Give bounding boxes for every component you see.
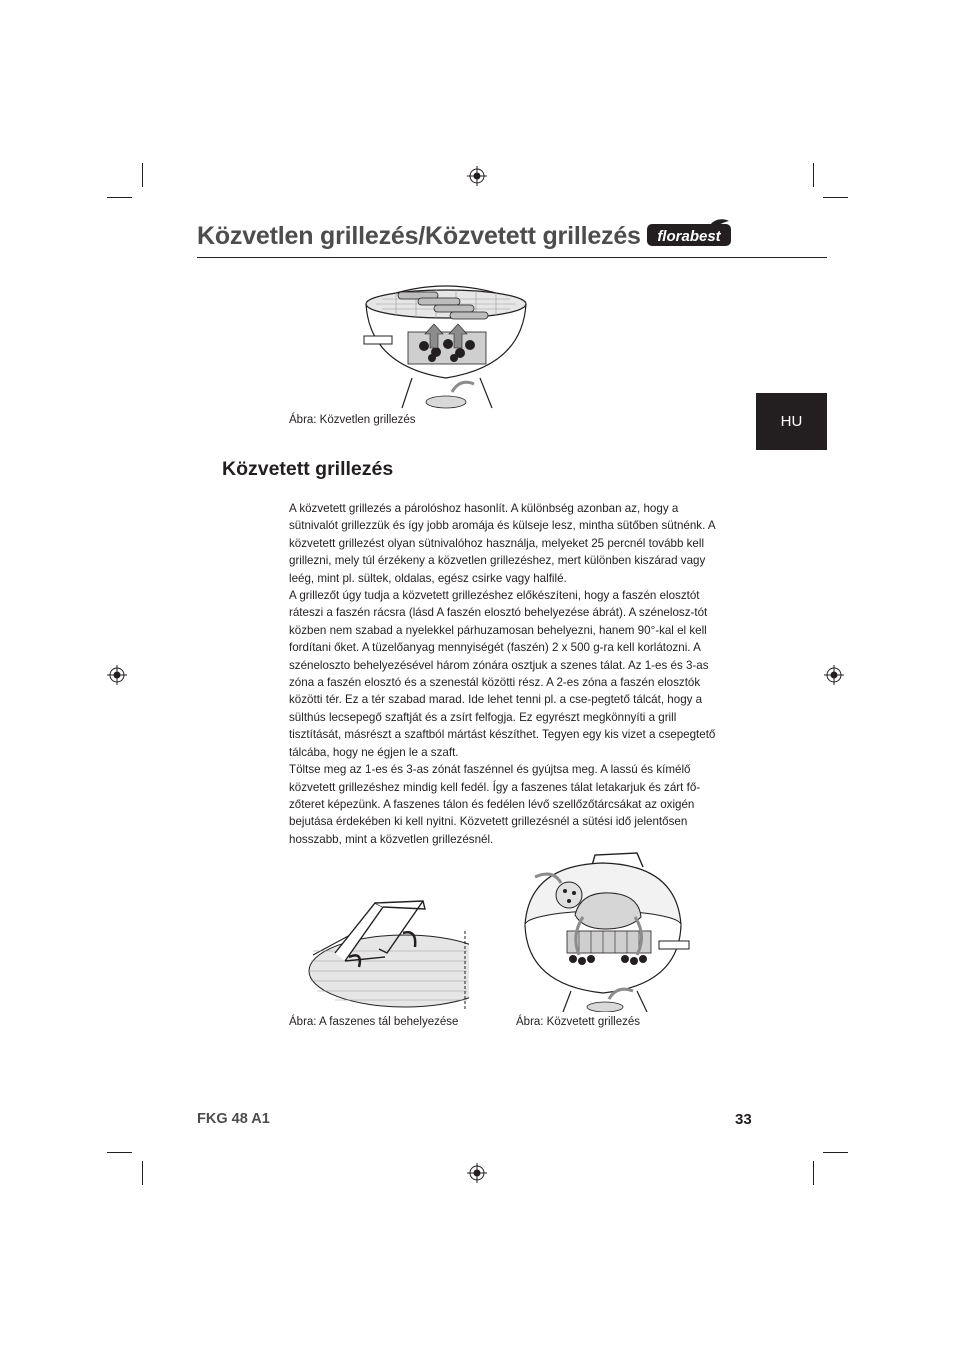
arrow-icon: [452, 382, 474, 392]
direct-grilling-illustration: [362, 274, 530, 410]
crop-mark-icon: [142, 1161, 143, 1185]
indirect-grilling-caption: Ábra: Közvetett grillezés: [516, 1016, 641, 1028]
brand-logo: [646, 219, 732, 249]
header-rule: [197, 257, 827, 258]
page-number: 33: [735, 1111, 752, 1128]
crop-mark-icon: [823, 1152, 848, 1153]
model-number: FKG 48 A1: [197, 1111, 270, 1127]
crop-mark-icon: [813, 163, 814, 187]
section-body: [289, 500, 729, 848]
registration-mark-icon: [107, 665, 127, 685]
registration-mark-icon: [467, 1163, 487, 1183]
crop-mark-icon: [142, 163, 143, 187]
crop-mark-icon: [823, 197, 848, 198]
crop-mark-icon: [813, 1161, 814, 1185]
coal-tray-illustration: [305, 895, 469, 1010]
crop-mark-icon: [107, 197, 132, 198]
section-heading: Közvetett grillezés: [222, 458, 394, 480]
indirect-grilling-illustration: [519, 851, 692, 1012]
registration-mark-icon: [467, 166, 487, 186]
brand-logo-text: florabest: [657, 228, 721, 245]
paragraph: A grillezőt úgy tudja a közvetett grillezéshez előkészíteni, hogy a faszén elosztót ráteszi a faszén rácsra (lásd A faszén elosztó behelyezése ábrát). A szénelosz-tót közben nem szabad a nyelekkel párhuzamosan behelyezni, hanem 90°-kal el kell fordítani őket. A tüzelőanyag mennyiségét (faszén) 2 x 500 g-ra kell korlátozni. A széneloszto behelyezésével három zónára osztjuk a szenes tálat. Az 1-es és 3-as zóna a faszén elosztó és a szenestál közötti rész. A 2-es zóna a faszén elosztók közötti tér. Ez a tér szabad marad. Ide lehet tenni pl. a cse-pegtető tálcát, hogy a sülthús lecsepegő szaftját és a zsírt felfogja. Ez egyrészt megkönnyíti a grill tisztítását, másrészt a szaftból mártást készíthet. Tegyen egy kis vizet a csepegtető tálcába, hogy ne égjen le a szaft.: [289, 589, 716, 759]
coal-tray-caption: Ábra: A faszenes tál behelyezése: [289, 1016, 459, 1028]
direct-grilling-caption: Ábra: Közvetlen grillezés: [289, 414, 416, 426]
language-tab: HU: [756, 393, 827, 450]
crop-mark-icon: [107, 1152, 132, 1153]
paragraph: Töltse meg az 1-es és 3-as zónát faszénnel és gyújtsa meg. A lassú és kímélő közvetett grillezéshez mindig kell fedél. Így a faszenes tálat letakarjuk és zárt fő-zőteret képezünk. A faszenes tálon és fedélen lévő szellőzőtárcsákat az oxigén bejutása érdekében ki kell nyitni. Közvetett grillezésnél a sütési idő jelentősen hosszabb, mint a közvetlen grillezésnél.: [289, 763, 701, 846]
page-title: Közvetlen grillezés/Közvetett grillezés: [197, 222, 641, 250]
paragraph: A közvetett grillezés a párolóshoz hasonlít. A különbség azonban az, hogy a sütnivalót grillezzük és így jobb aromája és külseje lesz, mintha sütőben sütnénk. A közvetett grillezést olyan sütnivalóhoz használja, melyeket 25 percnél tovább kell grillezni, mely túl érzékeny a közvetlen grillezéshez, mert különben kiszárad vagy leég, mint pl. sültek, oldalas, egész csirke vagy halfilé.: [289, 502, 715, 585]
registration-mark-icon: [824, 665, 844, 685]
